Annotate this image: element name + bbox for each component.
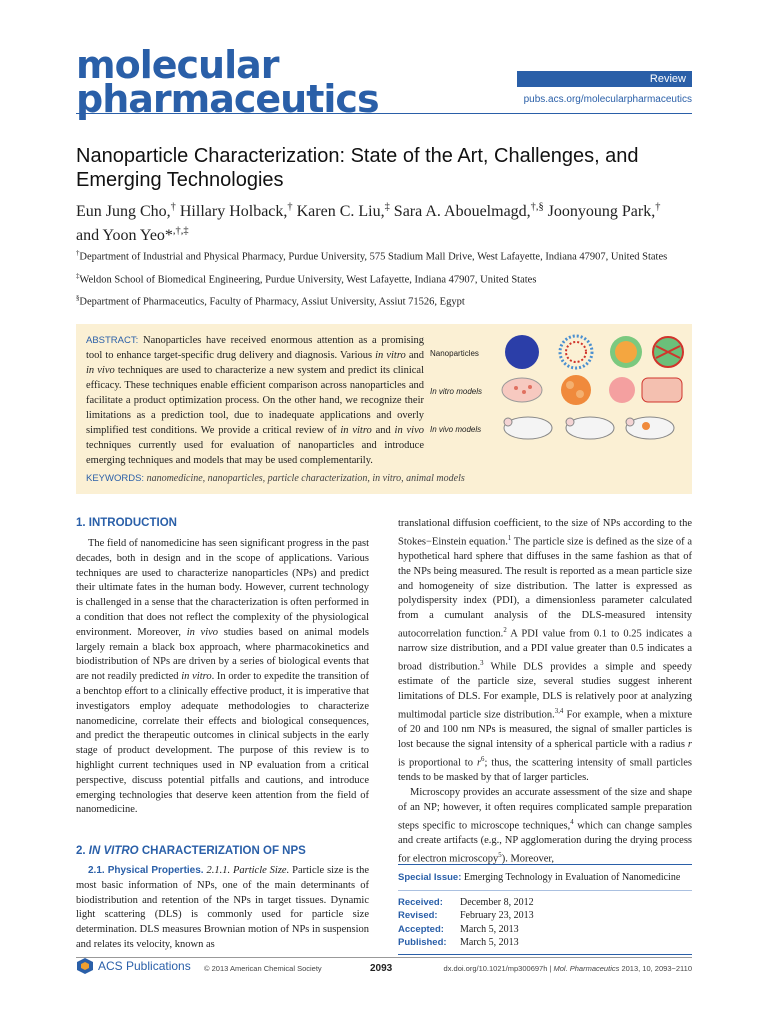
toc-illustration <box>430 332 684 444</box>
journal-name-line1: molecular <box>76 43 279 87</box>
citation[interactable]: 1 <box>507 534 512 542</box>
journal-name-line2: pharmaceutics <box>76 77 379 121</box>
in-vitro-body <box>76 864 369 953</box>
affiliation: †Department of Industrial and Physical Pharmacy, Purdue University, 575 Stadium Mall Drive, West Lafayette, Indiana 47907, United States <box>76 250 668 263</box>
author-list <box>76 198 696 245</box>
date-published: Published: March 5, 2013 <box>398 937 519 948</box>
citation[interactable]: 3 <box>480 660 484 668</box>
acs-hexagon-icon <box>76 958 94 974</box>
paragraph: The field of nanomedicine has seen significant progress in the past decades, both in design and in the scope of applications. Various techniques are used to characterize nanoparticles (NPs) and predict their ultimate fates in the human body. However, current technology is challenged in a sense that the characterization is often performed in a condition that does not reflect the complexity of the physiological environment. Moreover, in vivo studies based on animal models largely remain a black box approach, where pharmacokinetics and biodistribution of NPs are driven by a series of biological events that are not readily predicted in vitro. In order to expedite the transition of a benchtop effort to a clinically effective product, it is imperative that investigators employ adequate methodologies to characterize nanomedicine, correlate their effects and biological consequences, and predict the therapeutic outcomes in clinical subjects in the early stage of product development. The purpose of this review is to highlight current techniques used in NP evaluation from a critical perspective, discuss potential pitfalls and cautions, and introduce emerging technologies that deserve keen attention from the field of nanomedicine. <box>76 538 370 816</box>
section-heading-in-vitro: 2. IN VITRO CHARACTERIZATION OF NPS <box>76 845 306 857</box>
mesh-nanoparticle-icon <box>653 337 683 367</box>
mouse-icon <box>626 417 674 439</box>
keywords <box>86 473 676 484</box>
keywords-label: KEYWORDS: <box>86 473 145 484</box>
citation[interactable]: 5 <box>498 851 502 859</box>
author[interactable]: Sara A. Abouelmagd,†,§ <box>393 202 544 221</box>
cell-aggregate-icon <box>609 377 635 403</box>
introduction-body <box>76 537 369 818</box>
tissue-model-icon <box>642 378 682 402</box>
right-column-body <box>398 517 692 867</box>
article-history-box <box>398 864 692 955</box>
page-number: 2093 <box>370 963 393 974</box>
copyright: © 2013 American Chemical Society <box>204 964 322 973</box>
liposome-nanoparticle-icon <box>610 336 642 368</box>
article-type-badge: Review <box>517 71 692 87</box>
section-heading-introduction: 1. INTRODUCTION <box>76 517 177 529</box>
citation[interactable]: 4 <box>570 818 574 826</box>
author[interactable]: Karen C. Liu,‡ <box>296 202 390 221</box>
author[interactable]: Hillary Holback,† <box>179 202 293 221</box>
subsection-heading: 2.1. Physical Properties. <box>88 865 204 876</box>
toc-label-nanoparticles: Nanoparticles <box>430 349 479 358</box>
keywords-text: nanomedicine, nanoparticles, particle characterization, in vitro, animal models <box>146 473 465 484</box>
doi-citation[interactable]: dx.doi.org/10.1021/mp300697h | Mol. Pharmaceutics 2013, 10, 2093−2110 <box>443 964 692 973</box>
toc-label-invivo: In vivo models <box>430 425 482 434</box>
abstract-label: ABSTRACT: <box>86 335 139 346</box>
header-divider <box>76 113 692 114</box>
spheroid-icon <box>561 375 591 405</box>
paragraph: 2.1. Physical Properties. 2.1.1. Particle Size. Particle size is the most basic information of NPs, one of the main determinants of biodistribution and retention of the NPs in target tissues. Dynamic light scattering (DLS) is commonly used for particle size determination. DLS measures Brownian motion of NPs in suspension and relates its velocity, known as <box>76 865 369 950</box>
date-revised: Revised: February 23, 2013 <box>398 910 534 921</box>
publisher-logo[interactable] <box>76 958 191 974</box>
micelle-nanoparticle-icon <box>560 336 592 368</box>
affiliations <box>76 246 696 310</box>
solid-nanoparticle-icon <box>505 335 539 369</box>
journal-logo <box>76 43 379 121</box>
affiliation: ‡Weldon School of Biomedical Engineering, Purdue University, West Lafayette, Indiana 47907, United States <box>76 272 537 285</box>
mouse-icon <box>566 417 614 439</box>
paragraph: translational diffusion coefficient, to the size of NPs according to the Stokes−Einstein equation.$^1$ The particle size is defined as the size of a hypothetical hard sphere that diffuses in the same fashion as that of the NPs being measured. The result is reported as a mean particle size and homogeneity of size distribution. The latter is expressed as polydispersity index (PDI), a dimensionless parameter calculated from a cumulant analysis of the DLS-measured intensity autocorrelation function.$^2$ A PDI value from 0.1 to 0.25 indicates a narrow size distribution, and a PDI value greater than 0.5 indicates a broad distribution.$^3$ While DLS provides a simple and speedy estimate of the particle size, several studies suggest inherent limitations of DLS. For example, DLS is relatively poor at analyzing multimodal particle size distribution.$^{3,4}$ For example, when a mixture of 20 and 100 nm NPs is measured, the signal of smaller particles is lost because the signal intensity of a spherical particle with a radius r is proportional to $r^6$; thus, the scattering intensity of small particles tends to be masked by that of larger particles. <box>398 518 693 784</box>
citation[interactable]: 2 <box>503 627 507 635</box>
petri-dish-icon <box>502 378 542 402</box>
author[interactable]: and Yoon Yeo*,†,‡ <box>76 225 189 244</box>
date-accepted: Accepted: March 5, 2013 <box>398 923 519 935</box>
journal-url-link[interactable]: pubs.acs.org/molecularpharmaceutics <box>523 94 692 105</box>
date-received: Received: December 8, 2012 <box>398 896 534 908</box>
special-issue-label: Special Issue: <box>398 872 462 883</box>
special-issue-title[interactable]: Emerging Technology in Evaluation of Nanomedicine <box>463 872 681 883</box>
publisher-name: ACS Publications <box>98 959 191 973</box>
article-title: Nanoparticle Characterization: State of the Art, Challenges, and Emerging Technologies <box>76 145 639 191</box>
abstract-text: ABSTRACT: Nanoparticles have received enormous attention as a promising tool to enhance target-specific drug delivery and diagnosis. Various in vitro and in vivo techniques are used to characterize a new system and predict its clinical efficacy. These techniques enable efficient comparison across nanoparticles and facilitate a product optimization process. On the other hand, we recognize their limitations as a prediction tool, due to inadequate applications and overly simplified test conditions. We provide a critical review of in vitro and in vivo techniques currently used for evaluation of nanoparticles and introduce emerging techniques and models that may be used complementarily. <box>86 335 425 466</box>
affiliation: §Department of Pharmaceutics, Faculty of Pharmacy, Assiut University, Assiut 71526, Egypt <box>76 295 465 308</box>
subsubsection-heading: 2.1.1. Particle Size. <box>206 865 290 876</box>
toc-graphic <box>430 332 684 444</box>
special-issue <box>398 871 692 891</box>
paragraph: Microscopy provides an accurate assessment of the size and shape of an NP; however, it often requires complicated sample preparation steps specific to microscope techniques,$^4$ which can change samples and create artifacts (e.g., NP agglomeration during the drying process for electron microscopy$^5$). Moreover, <box>398 787 692 865</box>
author[interactable]: Joonyoung Park,† <box>547 202 661 221</box>
mouse-icon <box>504 417 552 439</box>
toc-label-invitro: In vitro models <box>430 387 483 396</box>
author[interactable]: Eun Jung Cho,† <box>76 202 176 221</box>
citation[interactable]: 3,4 <box>554 708 564 716</box>
